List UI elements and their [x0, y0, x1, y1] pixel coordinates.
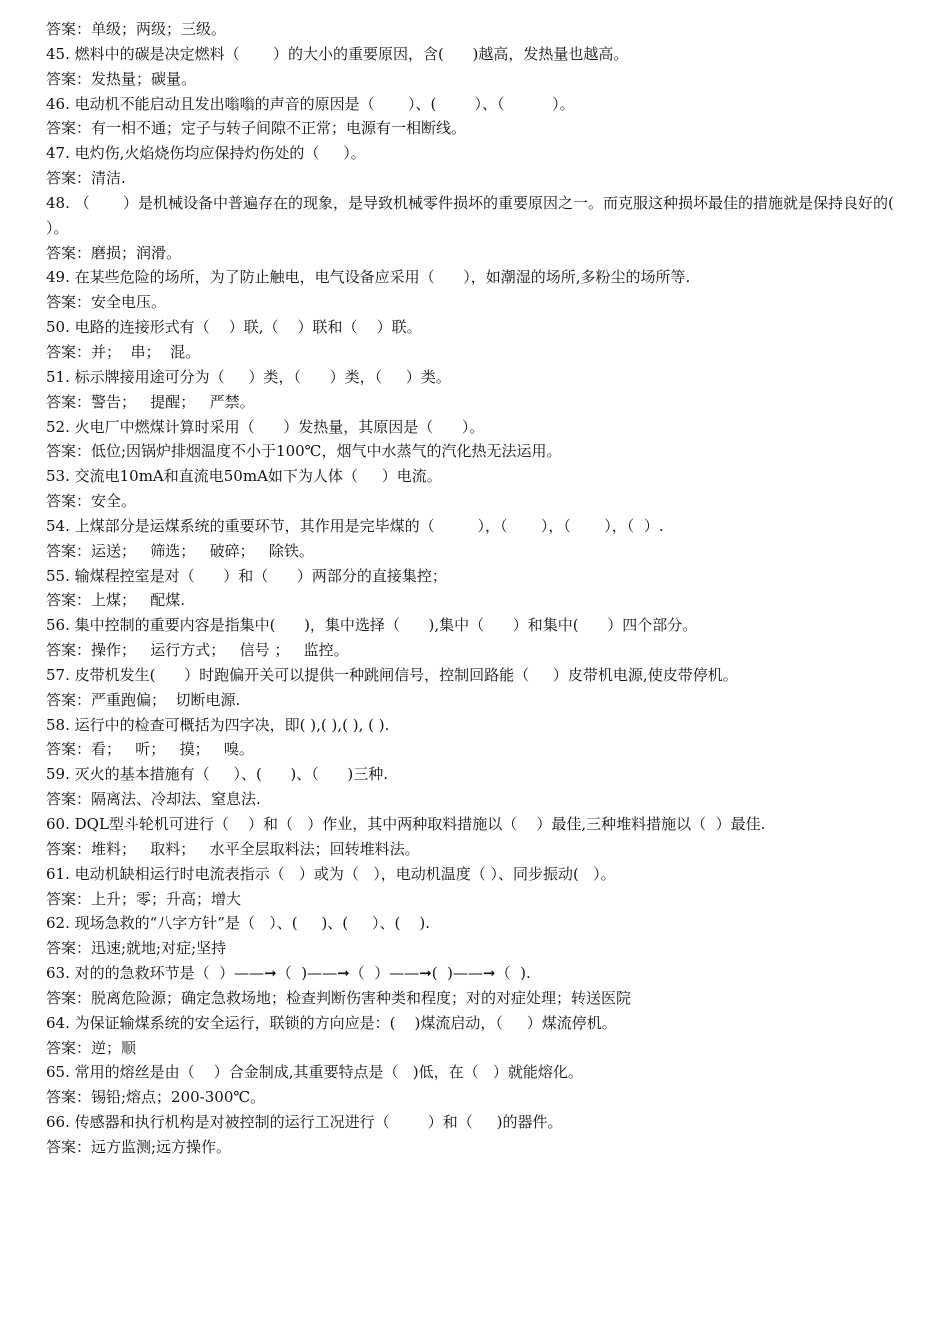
answer-line: 答案：运送； 筛选； 破碎； 除铁。 [46, 541, 314, 560]
question-line: 64. 为保证输煤系统的安全运行，联锁的方向应是：( )煤流启动，（ ）煤流停机。 [46, 1013, 617, 1032]
question-line: 57. 皮带机发生( ）时跑偏开关可以提供一种跳闸信号，控制回路能（ ）皮带机电源,使皮带停机。 [46, 665, 738, 684]
answer-line: 答案：警告； 提醒； 严禁。 [46, 392, 255, 411]
answer-line: 答案：低位;因锅炉排烟温度不小于100℃，烟气中水蒸气的汽化热无法运用。 [46, 442, 562, 461]
answer-line: 答案：发热量；碳量。 [46, 69, 197, 88]
question-line: 48. （ ）是机械设备中普遍存在的现象，是导致机械零件损坏的重要原因之一。而克服这种损坏最佳的措施就是保持良好的( ）。 [46, 193, 933, 237]
question-line: 46. 电动机不能启动且发出嗡嗡的声音的原因是（ ）、( ）、（ ）。 [46, 94, 575, 113]
question-line: 53. 交流电10mA和直流电50mA如下为人体（ ）电流。 [46, 467, 442, 486]
answer-line: 答案：看； 听； 摸； 嗅。 [46, 740, 254, 759]
question-line: 66. 传感器和执行机构是对被控制的运行工况进行（ ）和（ )的器件。 [46, 1113, 563, 1132]
question-line: 61. 电动机缺相运行时电流表指示（ ）或为（ ），电动机温度（ ）、同步振动( ）。 [46, 864, 616, 883]
answer-line: 答案：严重跑偏； 切断电源. [46, 690, 241, 709]
question-line: 51. 标示牌接用途可分为（ ）类，（ ）类，（ ）类。 [46, 367, 451, 386]
question-line: 58. 运行中的检查可概括为四字决，即( ),( ),( ), ( ). [46, 715, 390, 734]
question-line: 49. 在某些危险的场所，为了防止触电，电气设备应采用（ ），如潮湿的场所,多粉尘的场所等. [46, 268, 691, 287]
answer-line: 答案：有一相不通；定子与转子间隙不正常；电源有一相断线。 [46, 119, 467, 138]
question-line: 50. 电路的连接形式有（ ）联,（ ）联和（ ）联。 [46, 318, 422, 337]
answer-line: 答案：磨损；润滑。 [46, 243, 182, 262]
question-line: 63. 对的的急救环节是（ ）——➞（ )——➞（ ）——➞( )——➞（ ). [46, 964, 531, 983]
answer-line: 答案：隔离法、冷却法、窒息法. [46, 790, 261, 809]
answer-line: 答案：单级；两级；三级。 [46, 20, 227, 38]
answer-line: 答案：并； 串； 混。 [46, 342, 201, 361]
answer-line: 答案：清洁. [46, 169, 126, 188]
answer-line: 答案：锡铅;熔点；200-300℃。 [46, 1088, 266, 1107]
answer-line: 答案：安全。 [46, 492, 137, 511]
answer-line: 答案：迅速;就地;对症;坚持 [46, 939, 227, 958]
question-line: 60. DQL型斗轮机可进行（ ）和（ ）作业，其中两种取料措施以（ ）最佳,三种堆料措施以（ ）最佳. [46, 815, 766, 833]
question-line: 65. 常用的熔丝是由（ ）合金制成,其重要特点是（ )低，在（ ）就能熔化。 [46, 1063, 583, 1082]
question-line: 59. 灭火的基本措施有（ ）、( )、（ )三种. [46, 765, 389, 784]
answer-line: 答案：上煤； 配煤. [46, 591, 186, 610]
answer-line: 答案：上升；零；升高；增大 [46, 889, 242, 908]
question-line: 55. 输煤程控室是对（ ）和（ ）两部分的直接集控； [46, 566, 447, 585]
question-line: 45. 燃料中的碳是决定燃料（ ）的大小的重要原因，含( )越高，发热量也越高。 [46, 44, 629, 63]
answer-line: 答案：堆料； 取料； 水平全层取料法；回转堆料法。 [46, 839, 420, 858]
answer-line: 答案：逆；顺 [46, 1038, 137, 1057]
question-line: 56. 集中控制的重要内容是指集中( )，集中选择（ ),集中（ ）和集中( ）四个部分。 [46, 616, 698, 635]
question-line: 52. 火电厂中燃煤计算时采用（ ）发热量，其原因是（ ）。 [46, 417, 485, 436]
answer-line: 答案：脱离危险源；确定急救场地；检查判断伤害种类和程度；对的对症处理；转送医院 [46, 988, 632, 1007]
answer-line: 答案：操作； 运行方式； 信号 ； 监控。 [46, 641, 349, 660]
question-line: 47. 电灼伤,火焰烧伤均应保持灼伤处的（ ）。 [46, 144, 366, 163]
question-line: 54. 上煤部分是运煤系统的重要环节，其作用是完毕煤的（ ），（ ），（ ），（ ）. [46, 516, 664, 535]
answer-line: 答案：远方监测;远方操作。 [46, 1137, 232, 1156]
answer-line: 答案：安全电压。 [46, 293, 167, 312]
question-line: 62. 现场急救的“八字方针”是（ ）、( )、( ）、( ). [46, 914, 431, 933]
